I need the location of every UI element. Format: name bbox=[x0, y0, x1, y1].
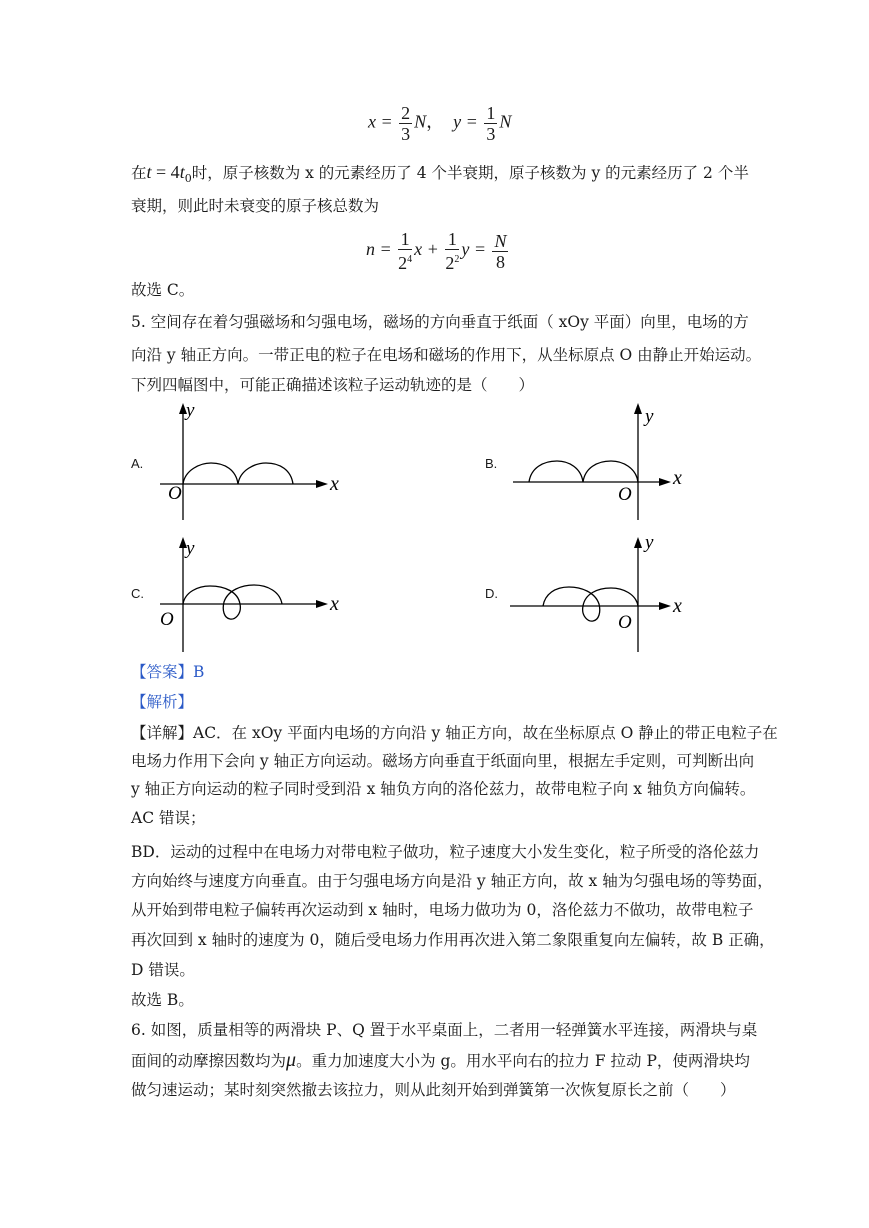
detail-line: 电场力作用下会向 y 轴正方向运动。磁场方向垂直于纸面向里，根据左手定则，可判断出向 bbox=[131, 752, 755, 770]
y-axis-label: y bbox=[186, 400, 195, 421]
answer-line: 【答案】B bbox=[131, 663, 205, 681]
result-line: 故选 B。 bbox=[131, 991, 194, 1009]
y-axis-label: y bbox=[186, 538, 195, 559]
origin-label: O bbox=[618, 484, 632, 505]
equation-total-nuclei: n = $\frac{1}{2^4}$ x + $\frac{1}{2^2}$ y = $\frac{N}{8}$ bbox=[366, 229, 507, 273]
fraction-one-over-2-4: $\frac{1}{2^4}$ bbox=[398, 229, 413, 273]
detail-line: y 轴正方向运动的粒子同时受到沿 x 轴负方向的洛伦兹力，故带电粒子向 x 轴负方向偏转。 bbox=[131, 780, 756, 798]
paragraph-line: 衰期，则此时未衰变的原子核总数为 bbox=[131, 197, 380, 215]
option-d-diagram bbox=[505, 532, 705, 657]
origin-label: O bbox=[168, 483, 182, 504]
detail-line: 再次回到 x 轴时的速度为 0，随后受电场力作用再次进入第二象限重复向左偏转，故 B 正确， bbox=[131, 931, 775, 949]
question-6-line: 6. 如图，质量相等的两滑块 P、Q 置于水平桌面上，二者用一轻弹簧水平连接，两滑块与桌 bbox=[131, 1021, 758, 1039]
origin-label: O bbox=[160, 609, 174, 630]
detail-line: 方向始终与速度方向垂直。由于匀强电场方向是沿 y 轴正方向，故 x 轴为匀强电场的等势面， bbox=[131, 872, 773, 890]
y-axis-label: y bbox=[645, 406, 654, 427]
question-5-line: 下列四幅图中，可能正确描述该粒子运动轨迹的是（ ） bbox=[131, 376, 535, 394]
x-axis-label: x bbox=[673, 467, 682, 489]
question-6-line: 做匀速运动；某时刻突然撤去该拉力，则从此刻开始到弹簧第一次恢复原长之前（ ） bbox=[131, 1081, 736, 1099]
fraction-two-thirds: $\frac{2}{3}$ bbox=[401, 103, 411, 144]
option-a-label: A. bbox=[131, 456, 144, 471]
mu-symbol: μ bbox=[286, 1049, 297, 1071]
var-x: x bbox=[368, 111, 376, 132]
question-6-line: 面间的动摩擦因数均为μ。重力加速度大小为 g。用水平向右的拉力 F 拉动 P，使两滑块均 bbox=[131, 1049, 750, 1071]
y-axis-label: y bbox=[645, 532, 654, 553]
fraction-one-over-2-2: $\frac{1}{2^2}$ bbox=[445, 229, 460, 273]
detail-line: AC 错误； bbox=[131, 809, 206, 827]
option-d-label: D. bbox=[485, 586, 498, 601]
x-axis-label: x bbox=[330, 593, 339, 615]
fraction-one-third: $\frac{1}{3}$ bbox=[486, 103, 496, 144]
var-y: y bbox=[453, 111, 462, 132]
option-b-diagram bbox=[505, 400, 705, 525]
detail-line: 从开始到带电粒子偏转再次运动到 x 轴时，电场力做功为 0，洛伦兹力不做功，故带电粒子 bbox=[131, 901, 754, 919]
result-line: 故选 C。 bbox=[131, 281, 195, 299]
paragraph-line: 在$t = 4t_0$时，原子核数为 x 的元素经历了 4 个半衰期，原子核数为 y 的元素经历了 2 个半 bbox=[131, 162, 749, 186]
equation-fractions-xy: x = $\frac{2}{3}$ N， y = $\frac{1}{3}$ N bbox=[368, 103, 512, 144]
detail-line: D 错误。 bbox=[131, 961, 195, 979]
detail-line: 【详解】AC．在 xOy 平面内电场的方向沿 y 轴正方向，故在坐标原点 O 静止的带正电粒子在 bbox=[131, 724, 778, 742]
option-c-diagram bbox=[150, 532, 350, 657]
analysis-heading: 【解析】 bbox=[131, 693, 194, 711]
detail-line: BD．运动的过程中在电场力对带电粒子做功，粒子速度大小发生变化，粒子所受的洛伦兹力 bbox=[131, 843, 760, 861]
option-c-label: C. bbox=[131, 586, 144, 601]
question-5-line: 5. 空间存在着匀强磁场和匀强电场，磁场的方向垂直于纸面（ xOy 平面）向里，电场的方 bbox=[131, 313, 749, 331]
fraction-n-over-8: $\frac{N}{8}$ bbox=[494, 230, 507, 272]
question-5-line: 向沿 y 轴正方向。一带正电的粒子在电场和磁场的作用下，从坐标原点 O 由静止开始运动。 bbox=[131, 346, 762, 364]
x-axis-label: x bbox=[673, 595, 682, 617]
option-a-diagram bbox=[150, 400, 350, 525]
x-axis-label: x bbox=[330, 473, 339, 495]
origin-label: O bbox=[618, 612, 632, 633]
option-b-label: B. bbox=[485, 456, 498, 471]
